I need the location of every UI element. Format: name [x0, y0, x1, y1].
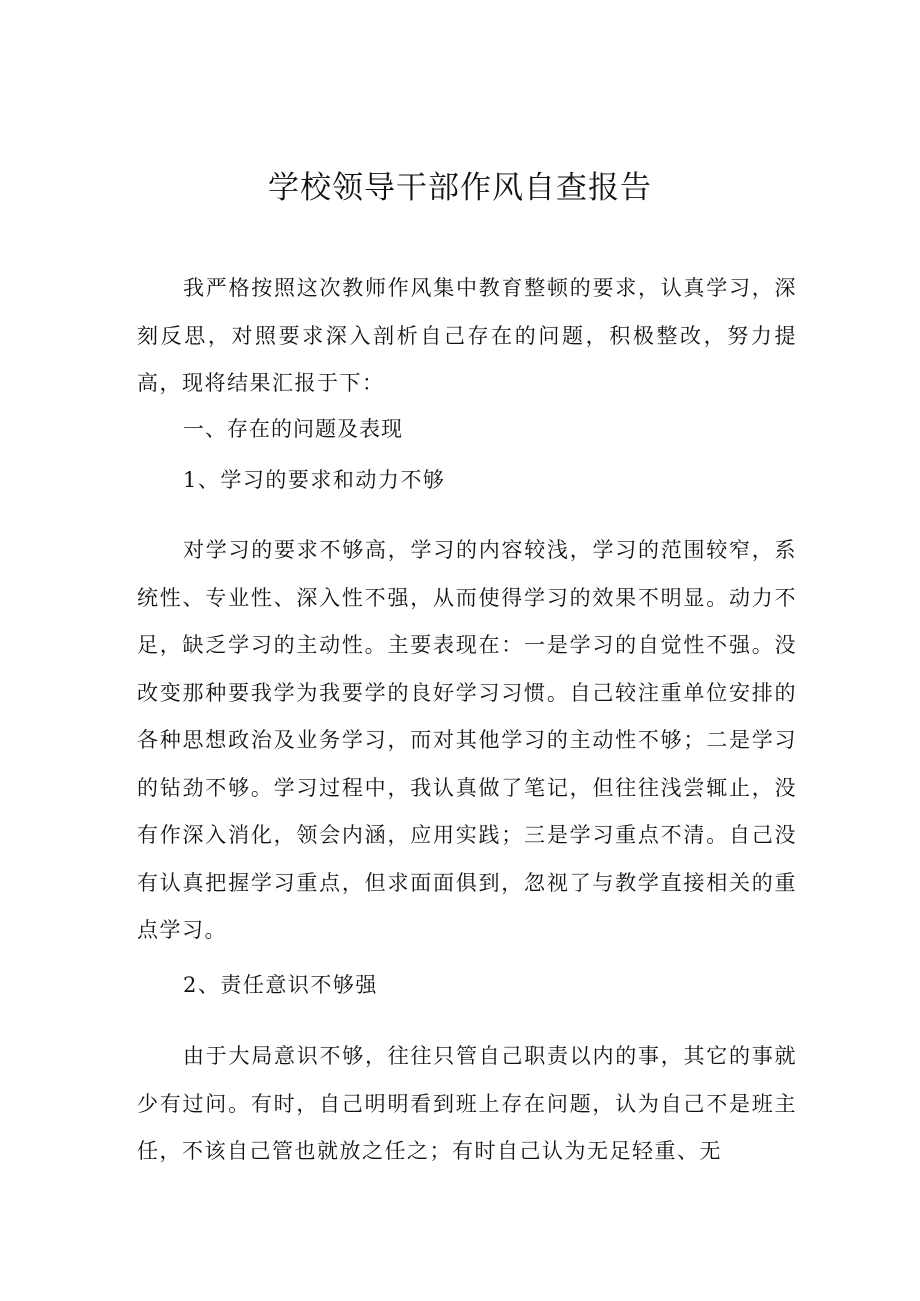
item-body-responsibility: 由于大局意识不够，往往只管自己职责以内的事，其它的事就少有过问。有时，自己明明看到班上存在问题，认为自己不是班主任，不该自己管也就放之任之；有时自己认为无足轻重、无: [137, 1044, 797, 1163]
document-title: 学校领导干部作风自查报告: [268, 170, 652, 206]
intro-paragraph: 我严格按照这次教师作风集中教育整顿的要求，认真学习，深刻反思，对照要求深入剖析自己存在的问题，积极整改，努力提高，现将结果汇报于下：: [137, 276, 797, 395]
item-heading-responsibility: 2、责任意识不够强: [183, 973, 378, 997]
item-body-learning: 对学习的要求不够高，学习的内容较浅，学习的范围较窄，系统性、专业性、深入性不强，从而使得学习的效果不明显。动力不足，缺乏学习的主动性。主要表现在：一是学习的自觉性不强。没改变那种要我学为我要学的良好学习习惯。自己较注重单位安排的各种思想政治及业务学习，而对其他学习的主动性不够；二是学习的钻劲不够。学习过程中，我认真做了笔记，但往往浅尝辄止，没有作深入消化，领会内涵，应用实践；三是学习重点不清。自己没有认真把握学习重点，但求面面俱到，忽视了与教学直接相关的重点学习。: [137, 538, 797, 942]
section-heading-problems: 一、存在的问题及表现: [183, 417, 403, 441]
item-heading-learning: 1、学习的要求和动力不够: [183, 468, 446, 492]
